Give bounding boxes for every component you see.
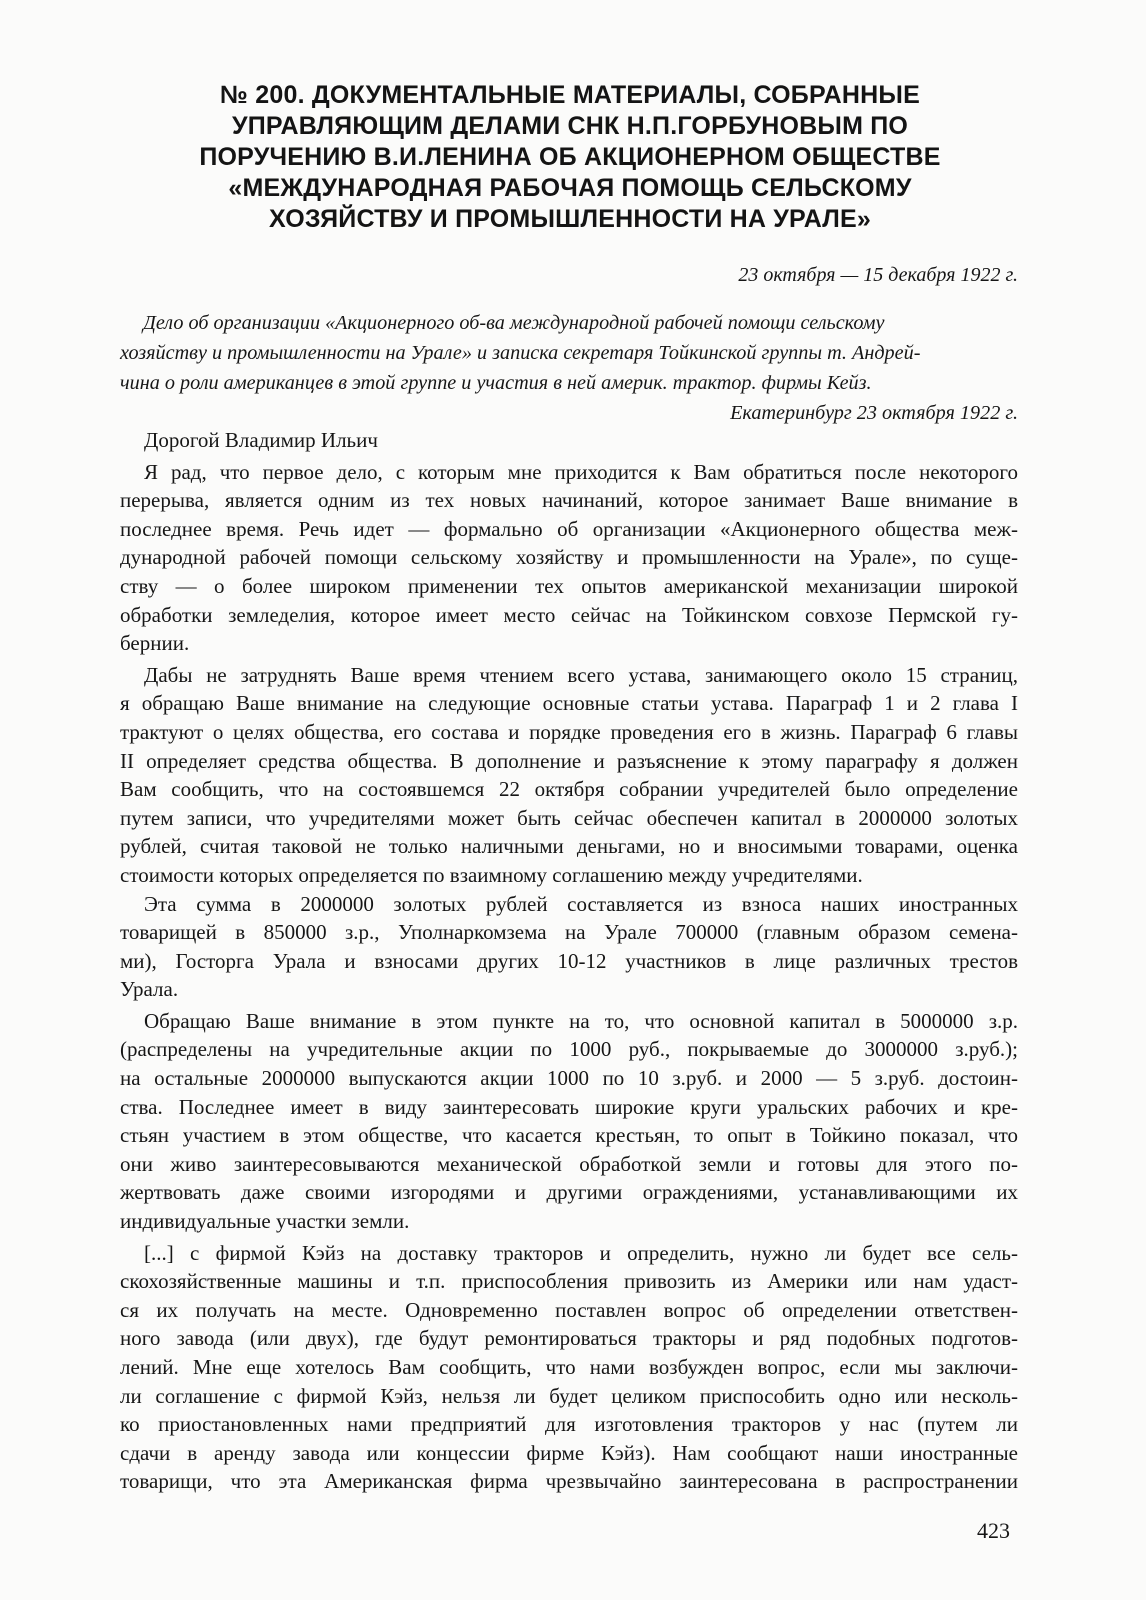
paragraph-line: на остальные 2000000 выпускаются акции 1000 по 10 з.руб. и 2000 — 5 з.руб. достоин- bbox=[120, 1066, 1018, 1091]
paragraph-line: они живо заинтересовываются механической обработкой земли и готовы для этого по- bbox=[120, 1151, 1018, 1176]
paragraph-line: путем записи, что учредителями может быть сейчас обеспечен капитал в 2000000 золотых bbox=[120, 805, 1018, 830]
paragraph-line: ми), Госторга Урала и взносами других 10-12 участников в лице различных трестов bbox=[120, 948, 1018, 973]
paragraph-line: обработки земледелия, которое имеет место сейчас на Тойкинском совхозе Пермской гу- bbox=[120, 602, 1018, 627]
paragraph-line: скохозяйственные машины и т.п. приспособления привозить из Америки или нам удаст- bbox=[120, 1269, 1018, 1294]
paragraph bbox=[120, 458, 1018, 658]
paragraph-line: я обращаю Ваше внимание на следующие основные статьи устава. Параграф 1 и 2 глава I bbox=[120, 691, 1018, 716]
paragraph-line: товарищи, что эта Американская фирма чрезвычайно заинтересована в распространении bbox=[120, 1469, 1018, 1494]
annotation-line: чина о роли американцев в этой группе и участия в ней америк. трактор. фирмы Кейз. bbox=[120, 372, 872, 394]
paragraph-line: [...] с фирмой Кэйз на доставку тракторов и определить, нужно ли будет все сель- bbox=[144, 1240, 1018, 1265]
paragraph-line: Обращаю Ваше внимание в этом пункте на то, что основной капитал в 5000000 з.р. bbox=[144, 1008, 1018, 1033]
document-annotation bbox=[120, 308, 1018, 398]
document-title bbox=[100, 80, 1040, 235]
paragraph-line: Дабы не затруднять Ваше время чтением всего устава, занимающего около 15 страниц, bbox=[144, 662, 1018, 687]
paragraph-line: (распределены на учредительные акции по 1000 руб., покрываемые до 3000000 з.руб.); bbox=[120, 1037, 1018, 1062]
paragraph-line: дународной рабочей помощи сельскому хозяйству и промышленности на Урале», по суще- bbox=[120, 545, 1018, 570]
document-date-range: 23 октября — 15 декабря 1922 г. bbox=[738, 264, 1018, 286]
paragraph-line: жертвовать даже своими изгородями и другими ограждениями, устанавливающими их bbox=[120, 1180, 1018, 1205]
title-line: УПРАВЛЯЮЩИМ ДЕЛАМИ СНК Н.П.ГОРБУНОВЫМ ПО bbox=[231, 112, 909, 140]
paragraph-line: бернии. bbox=[120, 631, 190, 656]
paragraph-line: ству — о более широком применении тех опытов американской механизации широкой bbox=[120, 573, 1018, 598]
paragraph-line: Эта сумма в 2000000 золотых рублей составляется из взноса наших иностранных bbox=[144, 891, 1018, 916]
paragraph-line: товарищей в 850000 з.р., Уполнаркомзема на Урале 700000 (главным образом семена- bbox=[120, 920, 1018, 945]
paragraph-line: индивидуальные участки земли. bbox=[120, 1209, 410, 1234]
paragraph-line: ко приостановленных нами предприятий для изготовления тракторов у нас (путем ли bbox=[120, 1412, 1018, 1437]
salutation: Дорогой Владимир Ильич bbox=[144, 428, 378, 452]
paragraph-line: последнее время. Речь идет — формально об организации «Акционерного общества меж- bbox=[120, 516, 1018, 541]
paragraph-line: перерыва, является одним из тех новых начинаний, которое занимает Ваше внимание в bbox=[120, 488, 1018, 513]
letter-body bbox=[120, 426, 1018, 1496]
paragraph-line: Я рад, что первое дело, с которым мне приходится к Вам обратиться после некоторого bbox=[144, 459, 1018, 484]
paragraph-line: стоимости которых определяется по взаимному соглашению между учредителями. bbox=[120, 862, 863, 887]
paragraph-line: трактуют о целях общества, его состава и порядке проведения его в жизнь. Параграф 6 главы bbox=[120, 719, 1018, 744]
annotation-line: Дело об организации «Акционерного об-ва международной рабочей помощи сельскому bbox=[143, 312, 885, 334]
title-line: ПОРУЧЕНИЮ В.И.ЛЕНИНА ОБ АКЦИОНЕРНОМ ОБЩЕСТВЕ bbox=[199, 143, 941, 171]
document-place-date: Екатеринбург 23 октября 1922 г. bbox=[730, 402, 1018, 424]
paragraph-line: ства. Последнее имеет в виду заинтересовать широкие круги уральских рабочих и кре- bbox=[120, 1094, 1018, 1119]
paragraph-line: лений. Мне еще хотелось Вам сообщить, что нами возбужден вопрос, если мы заключи- bbox=[120, 1355, 1018, 1379]
title-line: «МЕЖДУНАРОДНАЯ РАБОЧАЯ ПОМОЩЬ СЕЛЬСКОМУ bbox=[228, 174, 912, 202]
paragraph bbox=[120, 661, 1018, 890]
paragraph-line: стьян участием в этом обществе, что касается крестьян, то опыт в Тойкино показал, что bbox=[120, 1123, 1018, 1148]
paragraph-line: ного завода (или двух), где будут ремонтироваться тракторы и ряд подобных подготов- bbox=[120, 1326, 1018, 1351]
paragraph-line: Урала. bbox=[120, 977, 179, 1002]
paragraph-line: сдачи в аренду завода или концессии фирме Кэйз). Нам сообщают наши иностранные bbox=[120, 1440, 1018, 1465]
paragraph-line: ли соглашение с фирмой Кэйз, нельзя ли будет целиком приспособить одно или несколь- bbox=[120, 1383, 1018, 1408]
paragraph-line: Вам сообщить, что на состоявшемся 22 октября собрании учредителей было определение bbox=[120, 777, 1018, 802]
paragraph-line: II определяет средства общества. В дополнение и разъяснение к этому параграфу я должен bbox=[120, 748, 1018, 773]
paragraph bbox=[120, 1239, 1018, 1496]
title-line: ХОЗЯЙСТВУ И ПРОМЫШЛЕННОСТИ НА УРАЛЕ» bbox=[269, 205, 871, 233]
title-line: № 200. ДОКУМЕНТАЛЬНЫЕ МАТЕРИАЛЫ, СОБРАННЫЕ bbox=[220, 81, 920, 109]
annotation-line: хозяйству и промышленности на Урале» и записка секретаря Тойкинской группы т. Андрей- bbox=[120, 342, 921, 364]
paragraph bbox=[120, 890, 1018, 1004]
paragraph-line: ся их получать на месте. Одновременно поставлен вопрос об определении ответствен- bbox=[120, 1297, 1018, 1322]
page-number: 423 bbox=[977, 1518, 1010, 1543]
paragraph-line: рублей, считая таковой не только наличными деньгами, но и вносимыми товарами, оценка bbox=[120, 834, 1018, 859]
paragraph bbox=[120, 1007, 1018, 1236]
